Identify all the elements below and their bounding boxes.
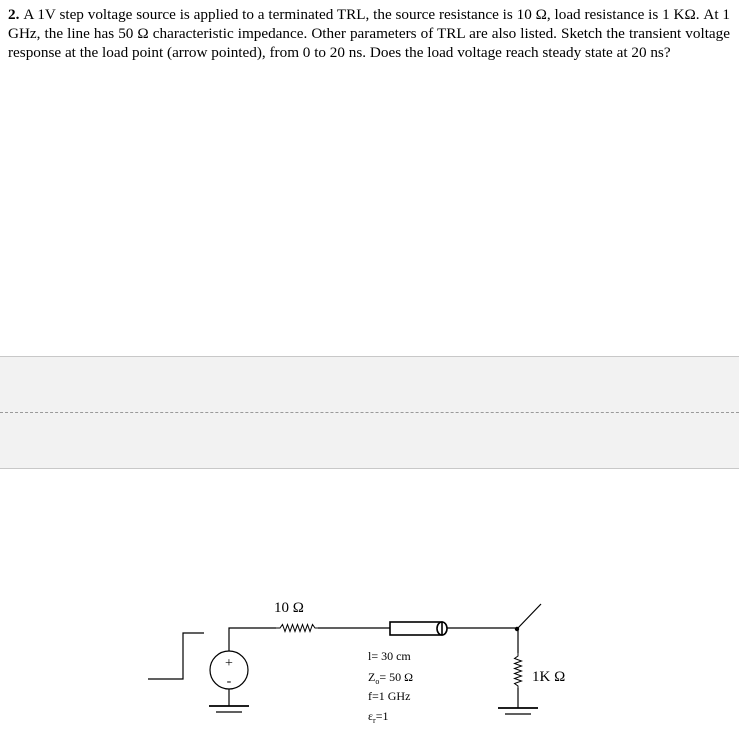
voltage-source-icon [210,651,248,689]
source-resistor-icon [276,625,318,632]
line-length-param: l= 30 cm [368,649,411,663]
problem-text: A 1V step voltage source is applied to a terminated TRL, the source resistance is 10 Ω, load resistance is 1 KΩ. At 1 GHz, the line has 50 Ω characteristic impedance. Other parameters of TRL are also listed. Sketch the transient voltage response at the load point (arrow pointed), from 0 to 20 ns. Does the load voltage reach steady state at 20 ns? [8,6,730,61]
source-minus-sign: - [226,674,232,689]
problem-number: 2. [8,6,20,23]
source-resistor-label: 10 Ω [274,600,304,616]
step-function-icon [148,633,204,679]
load-resistor-icon [515,653,522,688]
transmission-line-icon [390,622,447,635]
line-impedance-param: $Z_o= 50$ Ω [368,670,414,686]
load-resistor-label: 1K Ω [532,669,566,685]
line-frequency-param: f=1 GHz [368,689,411,703]
load-probe-arrow [517,604,541,629]
source-ground-icon [209,706,249,712]
load-ground-icon [498,708,538,714]
source-wiring [226,628,276,706]
source-plus-sign: + [225,656,233,671]
line-permittivity-param: $\varepsilon_r=1$ [368,709,389,725]
